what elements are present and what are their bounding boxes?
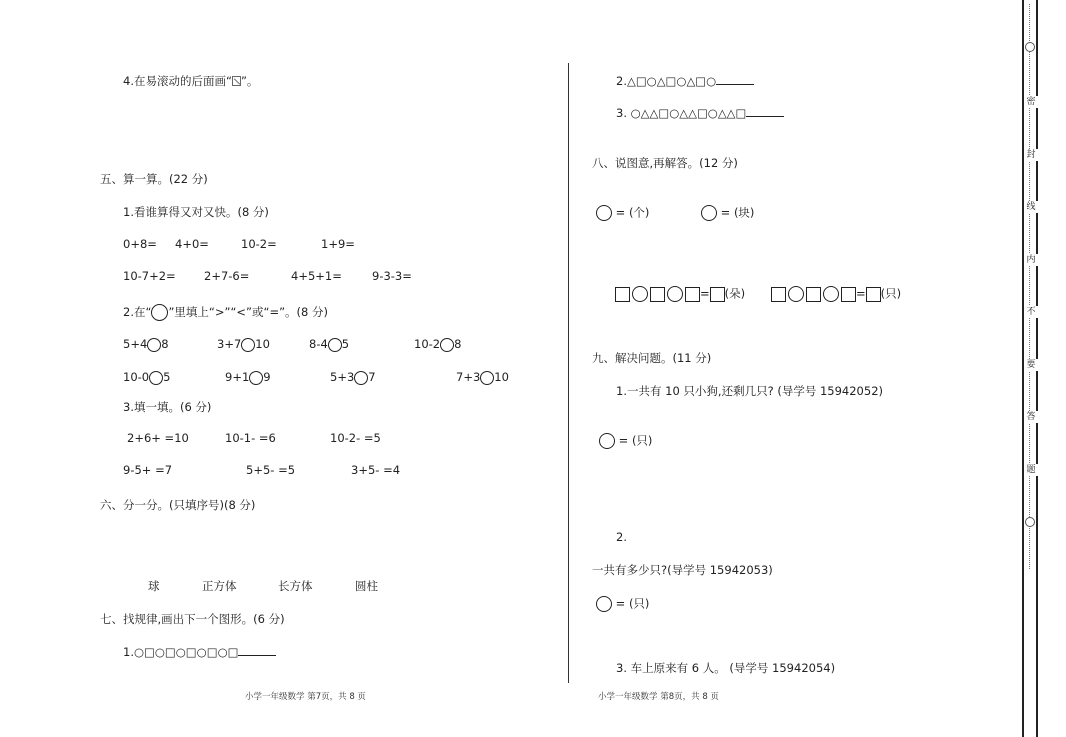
calc-item: 4+5+1=	[291, 269, 342, 283]
circle-icon	[147, 338, 161, 352]
binding-char: 封	[1024, 149, 1038, 161]
binding-hole-icon	[1025, 42, 1035, 52]
compare-item: 9+1 9	[225, 370, 271, 384]
square-icon	[771, 287, 786, 302]
pattern-question-2: 2.△□○△□○△□○	[616, 74, 754, 88]
square-icon	[841, 287, 856, 302]
section-7-title: 七、找规律,画出下一个图形。(6 分)	[100, 612, 285, 626]
shape-label: 正方体	[202, 579, 237, 593]
compare-item: 10-2 8	[414, 337, 462, 351]
square-icon	[866, 287, 881, 302]
problem-3: 3. 车上原来有 6 人。 (导学号 15942054)	[616, 661, 836, 675]
section-5-q3: 3.填一填。(6 分)	[123, 400, 212, 414]
answer-blank	[746, 107, 784, 117]
calc-item: 2+7-6=	[204, 269, 250, 283]
binding-char: 线	[1024, 201, 1038, 213]
calc-item: 1+9=	[321, 237, 355, 251]
circle-icon	[328, 338, 342, 352]
calc-item: 9-3-3=	[372, 269, 412, 283]
compare-item: 3+7 10	[217, 337, 270, 351]
fill-item: 5+5- =5	[246, 463, 296, 477]
section-9-title: 九、解决问题。(11 分)	[592, 351, 712, 365]
binding-dotted-line	[1029, 4, 1030, 569]
footer-left: 小学一年级数学 第7页，共 8 页	[245, 692, 366, 702]
shape-label: 球	[148, 579, 160, 593]
section-5-q1: 1.看谁算得又对又快。(8 分)	[123, 205, 269, 219]
section-6-title: 六、分一分。(只填序号)(8 分)	[100, 498, 256, 512]
section-8-title: 八、说图意,再解答。(12 分)	[592, 156, 738, 170]
equation-zhi-2: = (只)	[599, 433, 652, 449]
pattern-question-3: 3. ○△△□○△△□○△△□	[616, 106, 784, 120]
equation-zhi: = (只)	[771, 286, 901, 302]
page-divider	[568, 63, 569, 683]
compare-item: 5+3 7	[330, 370, 376, 384]
compare-item: 8-4 5	[309, 337, 350, 351]
circle-icon	[596, 596, 612, 612]
calc-item: 0+8=	[123, 237, 157, 251]
binding-char: 答	[1024, 411, 1038, 423]
binding-char: 内	[1024, 254, 1038, 266]
circle-icon	[599, 433, 615, 449]
binding-char: 不	[1024, 306, 1038, 318]
circle-icon	[354, 371, 368, 385]
circle-icon	[480, 371, 494, 385]
equation-zhi-3: = (只)	[596, 596, 649, 612]
equation-ge: = (个)	[596, 205, 649, 221]
compare-item: 10-0 5	[123, 370, 171, 384]
binding-char: 题	[1024, 464, 1038, 476]
fill-item: 10-1- =6	[225, 431, 276, 445]
equation-duo: = (朵)	[615, 286, 745, 302]
answer-blank	[238, 646, 276, 656]
shape-label: 圆柱	[355, 579, 378, 593]
circle-icon	[701, 205, 717, 221]
square-icon	[710, 287, 725, 302]
checkbox-mark-icon	[232, 76, 241, 86]
calc-item: 10-7+2=	[123, 269, 176, 283]
circle-icon	[149, 371, 163, 385]
problem-1: 1.一共有 10 只小狗,还剩几只? (导学号 15942052)	[616, 384, 883, 398]
circle-icon	[440, 338, 454, 352]
binding-char: 密	[1024, 96, 1038, 108]
footer-right: 小学一年级数学 第8页，共 8 页	[598, 692, 719, 702]
section-5-q2: 2.在“ ”里填上“>”“<”或“=”。(8 分)	[123, 305, 328, 319]
binding-char: 要	[1024, 359, 1038, 371]
fill-item: 9-5+ =7	[123, 463, 173, 477]
circle-icon	[151, 304, 168, 321]
circle-icon	[823, 286, 839, 302]
circle-icon	[596, 205, 612, 221]
compare-item: 7+3 10	[456, 370, 509, 384]
problem-2-number: 2.	[616, 530, 627, 544]
square-icon	[685, 287, 700, 302]
square-icon	[615, 287, 630, 302]
circle-icon	[632, 286, 648, 302]
calc-item: 4+0=	[175, 237, 209, 251]
circle-icon	[788, 286, 804, 302]
square-icon	[650, 287, 665, 302]
fill-item: 2+6+ =10	[127, 431, 189, 445]
problem-2-text: 一共有多少只?(导学号 15942053)	[592, 563, 773, 577]
circle-icon	[667, 286, 683, 302]
calc-item: 10-2=	[241, 237, 277, 251]
answer-blank	[716, 75, 754, 85]
binding-hole-icon	[1025, 517, 1035, 527]
circle-icon	[249, 371, 263, 385]
fill-item: 3+5- =4	[351, 463, 401, 477]
circle-icon	[241, 338, 255, 352]
compare-item: 5+4 8	[123, 337, 169, 351]
equation-kuai: = (块)	[701, 205, 754, 221]
fill-item: 10-2- =5	[330, 431, 381, 445]
section-5-title: 五、算一算。(22 分)	[100, 172, 208, 186]
question-4-left: 4.在易滚动的后面画“ ”。	[123, 74, 259, 88]
shape-label: 长方体	[278, 579, 313, 593]
pattern-question-1: 1.○□○□○□○□○□	[123, 645, 276, 659]
square-icon	[806, 287, 821, 302]
